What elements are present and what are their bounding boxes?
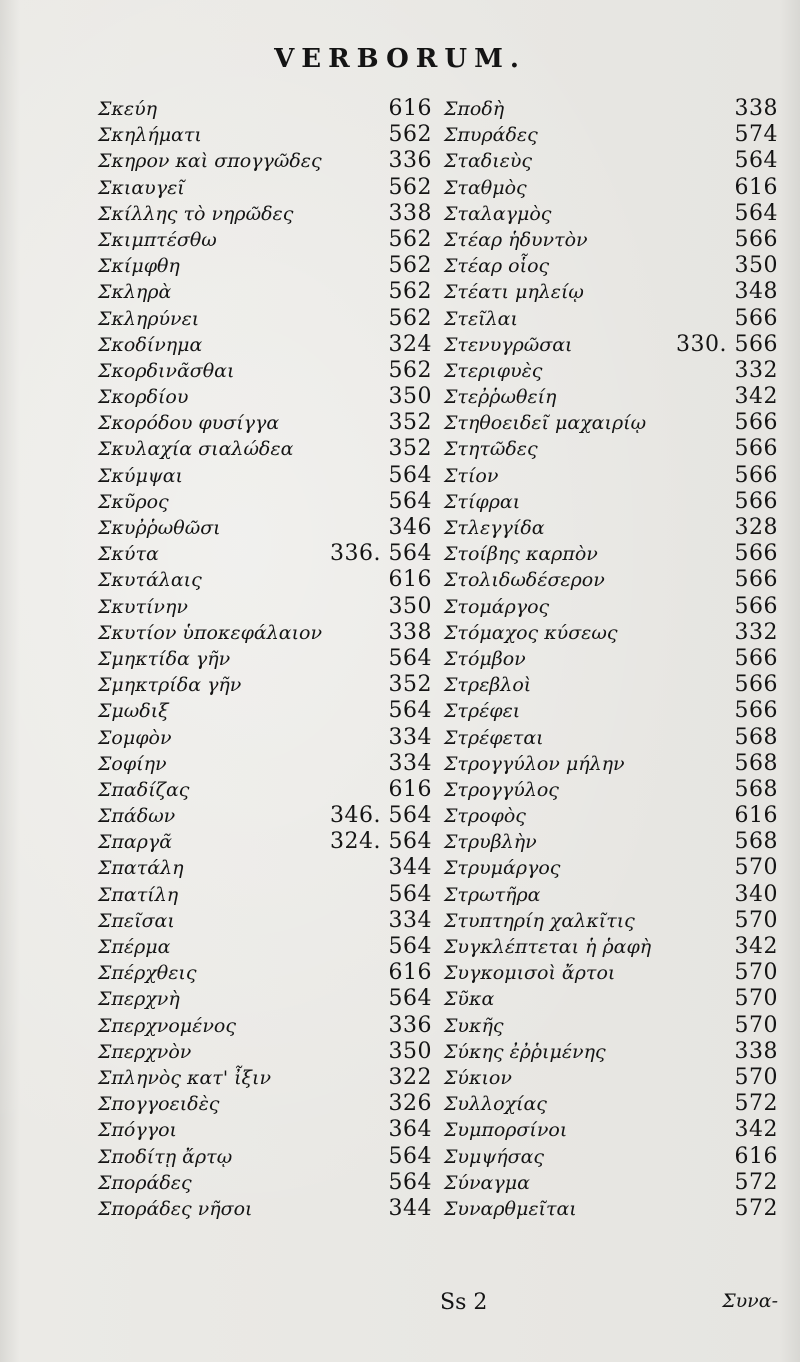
index-entry — [444, 1039, 778, 1065]
entry-term: Σκυτίον ὑποκεφάλαιον — [98, 621, 323, 644]
index-entry — [98, 855, 432, 881]
entry-term: Σκύμψαι — [98, 464, 183, 487]
entry-term: Σποδὴ — [444, 98, 505, 120]
index-entry — [98, 279, 432, 305]
entry-page-number: 324. 564 — [330, 829, 432, 855]
entry-page-number: 616 — [388, 567, 432, 593]
entry-term: Σπόγγοι — [98, 1119, 177, 1142]
index-entry — [444, 646, 778, 672]
entry-page-number: 334 — [388, 907, 432, 933]
entry-page-number: 562 — [388, 226, 432, 252]
entry-page-number: 616 — [388, 960, 432, 986]
index-entry — [444, 803, 778, 829]
entry-term: Σπαργᾶ — [98, 831, 173, 854]
entry-term: Σκηλήματι — [98, 124, 202, 147]
index-entry — [444, 934, 778, 960]
entry-term: Σποδίτῃ ἄρτῳ — [98, 1145, 233, 1168]
entry-term: Στρέφεται — [444, 726, 544, 749]
index-entry — [444, 751, 778, 777]
entry-term: Σμηκτίδα γῆν — [98, 647, 231, 670]
index-entry — [98, 1196, 432, 1222]
entry-page-number: 570 — [734, 1012, 778, 1038]
entry-term: Συγκλέπτεται ἡ ῥαφὴ — [444, 936, 652, 958]
entry-page-number: 350 — [388, 384, 432, 410]
index-entry — [444, 960, 778, 986]
entry-page-number: 326 — [388, 1091, 432, 1117]
entry-term: Σκεύη — [98, 98, 158, 120]
index-entry — [444, 1144, 778, 1170]
index-entry — [444, 777, 778, 803]
entry-page-number: 324 — [388, 331, 432, 357]
entry-term: Σποράδες — [98, 1171, 192, 1194]
entry-page-number: 616 — [388, 96, 432, 121]
index-entry — [98, 463, 432, 489]
index-entry — [98, 436, 432, 462]
index-entry — [444, 1117, 778, 1143]
entry-page-number: 334 — [388, 724, 432, 750]
entry-term: Σπερχνὴ — [98, 988, 180, 1011]
index-entry — [98, 725, 432, 751]
entry-term: Σπέρχθεις — [98, 962, 197, 985]
index-entry — [98, 777, 432, 803]
entry-page-number: 562 — [388, 305, 432, 331]
entry-term: Στόμαχος κύσεως — [444, 621, 618, 644]
entry-term: Συλλοχίας — [444, 1093, 547, 1116]
entry-term: Στολιδωδέσερον — [444, 569, 605, 592]
index-entry — [444, 908, 778, 934]
entry-term: Σπατάλη — [98, 857, 184, 880]
index-column-left — [98, 96, 432, 1222]
entry-term: Στέαρ ἡδυντὸν — [444, 228, 588, 251]
entry-page-number: 338 — [388, 200, 432, 226]
index-entry — [98, 358, 432, 384]
index-entry — [98, 175, 432, 201]
index-entry — [98, 515, 432, 541]
entry-term: Σπέρμα — [98, 936, 171, 958]
entry-page-number: 336. 564 — [330, 541, 432, 567]
entry-term: Σομφὸν — [98, 726, 172, 749]
catchword: Συνα- — [722, 1290, 778, 1312]
entry-page-number: 574 — [734, 122, 778, 148]
entry-term: Σκηρον καὶ σπογγῶδες — [98, 150, 322, 173]
entry-term: Σπερχνομένος — [98, 1014, 236, 1037]
entry-page-number: 364 — [388, 1117, 432, 1143]
index-entry — [444, 541, 778, 567]
entry-term: Στοίβης καρπὸν — [444, 543, 598, 566]
entry-term: Σκυτίνην — [98, 595, 188, 618]
entry-term: Σύκιον — [444, 1066, 512, 1089]
index-entry — [444, 1170, 778, 1196]
entry-term: Σκορόδου φυσίγγα — [98, 412, 280, 435]
entry-term: Σταδιεὺς — [444, 150, 533, 173]
entry-page-number: 344 — [388, 855, 432, 881]
entry-page-number: 570 — [734, 907, 778, 933]
index-entry — [98, 986, 432, 1012]
index-entry — [98, 594, 432, 620]
entry-term: Στρογγύλον μήλην — [444, 752, 625, 775]
entry-page-number: 330. 566 — [676, 331, 778, 357]
index-entry — [98, 1144, 432, 1170]
entry-page-number: 352 — [388, 410, 432, 436]
entry-page-number: 332 — [734, 619, 778, 645]
entry-term: Συγκομισοὶ ἄρτοι — [444, 962, 616, 985]
index-entry — [444, 279, 778, 305]
entry-term: Σύναγμα — [444, 1171, 530, 1194]
index-entry — [98, 148, 432, 174]
index-entry — [98, 882, 432, 908]
entry-term: Σκῦρος — [98, 490, 169, 513]
entry-page-number: 616 — [734, 174, 778, 200]
entry-page-number: 322 — [388, 1064, 432, 1090]
index-entry — [98, 253, 432, 279]
index-entry — [444, 253, 778, 279]
entry-term: Σπυράδες — [444, 124, 538, 147]
entry-term: Σταλαγμὸς — [444, 202, 552, 225]
entry-term: Σύκης ἐῤῥιμένης — [444, 1040, 606, 1063]
entry-term: Στέατι μηλείῳ — [444, 281, 584, 304]
entry-page-number: 566 — [734, 541, 778, 567]
index-entry — [98, 1170, 432, 1196]
entry-term: Σπληνὸς κατ' ἶξιν — [98, 1066, 271, 1089]
entry-term: Σπατίλη — [98, 883, 179, 906]
entry-page-number: 336 — [388, 148, 432, 174]
entry-page-number: 346. 564 — [330, 803, 432, 829]
entry-page-number: 564 — [388, 934, 432, 959]
entry-page-number: 616 — [388, 776, 432, 802]
entry-term: Σῦκα — [444, 988, 495, 1011]
index-entry — [98, 306, 432, 332]
entry-term: Σκορδίου — [98, 386, 189, 409]
entry-term: Σπερχνὸν — [98, 1040, 192, 1063]
entry-term: Σκιμπτέσθω — [98, 228, 217, 251]
entry-page-number: 562 — [388, 253, 432, 279]
index-entry — [98, 410, 432, 436]
index-entry — [98, 803, 432, 829]
entry-term: Στενυγρῶσαι — [444, 333, 573, 356]
entry-page-number: 566 — [734, 645, 778, 671]
entry-page-number: 570 — [734, 960, 778, 986]
entry-term: Σπάδων — [98, 805, 176, 828]
entry-term: Στομάργος — [444, 595, 550, 618]
entry-term: Σκύτα — [98, 543, 159, 566]
signature-mark: Ss 2 — [440, 1290, 488, 1315]
entry-term: Σκορδινᾶσθαι — [98, 359, 235, 382]
entry-term: Σπογγοειδὲς — [98, 1093, 220, 1116]
entry-term: Σκιαυγεῖ — [98, 176, 185, 199]
index-entry — [444, 620, 778, 646]
entry-term: Στεῤῥωθείη — [444, 386, 557, 409]
index-entry — [444, 882, 778, 908]
entry-term: Σκυτάλαις — [98, 569, 202, 592]
index-entry — [444, 306, 778, 332]
entry-page-number: 564 — [388, 986, 432, 1012]
entry-page-number: 616 — [734, 1143, 778, 1169]
entry-page-number: 568 — [734, 750, 778, 776]
entry-page-number: 338 — [388, 619, 432, 645]
index-entry — [444, 175, 778, 201]
entry-term: Στίφραι — [444, 490, 521, 513]
index-entry — [98, 829, 432, 855]
index-entry — [98, 672, 432, 698]
entry-term: Στυπτηρίη χαλκῖτις — [444, 909, 635, 932]
index-entry — [444, 332, 778, 358]
index-entry — [98, 96, 432, 122]
entry-term: Συναρθμεῖται — [444, 1197, 577, 1220]
index-entry — [444, 96, 778, 122]
entry-page-number: 564 — [388, 645, 432, 671]
index-entry — [444, 855, 778, 881]
index-entry — [444, 122, 778, 148]
index-entry — [98, 332, 432, 358]
index-entry — [98, 646, 432, 672]
entry-term: Σπεῖσαι — [98, 909, 175, 932]
index-entry — [444, 594, 778, 620]
index-entry — [444, 515, 778, 541]
entry-term: Συμψήσας — [444, 1145, 545, 1168]
index-entry — [444, 725, 778, 751]
index-entry — [444, 1196, 778, 1222]
index-entry — [98, 934, 432, 960]
entry-page-number: 564 — [388, 462, 432, 488]
entry-page-number: 568 — [734, 829, 778, 855]
entry-page-number: 350 — [388, 593, 432, 619]
entry-page-number: 562 — [388, 174, 432, 200]
entry-page-number: 564 — [388, 1169, 432, 1195]
entry-term: Σπαδίζας — [98, 778, 190, 801]
entry-term: Σκυλαχία σιαλώδεα — [98, 438, 294, 461]
entry-term: Σμωδιξ — [98, 700, 169, 723]
entry-term: Σμηκτρίδα γῆν — [98, 674, 242, 697]
entry-page-number: 346 — [388, 515, 432, 540]
index-entry — [444, 463, 778, 489]
index-entry — [98, 1091, 432, 1117]
entry-page-number: 338 — [734, 1038, 778, 1064]
entry-term: Στεῖλαι — [444, 307, 518, 330]
index-entry — [98, 698, 432, 724]
entry-page-number: 350 — [388, 1038, 432, 1064]
entry-term: Στόμβον — [444, 647, 526, 670]
entry-term: Συκῆς — [444, 1014, 504, 1037]
entry-page-number: 570 — [734, 1064, 778, 1090]
entry-page-number: 566 — [734, 410, 778, 436]
entry-page-number: 334 — [388, 750, 432, 776]
entry-term: Σκίλλης τὸ νηρῶδες — [98, 202, 294, 225]
entry-page-number: 566 — [734, 698, 778, 724]
index-entry — [98, 1013, 432, 1039]
entry-page-number: 562 — [388, 357, 432, 383]
entry-page-number: 352 — [388, 672, 432, 698]
entry-term: Στίον — [444, 464, 499, 487]
entry-page-number: 566 — [734, 567, 778, 593]
entry-page-number: 566 — [734, 672, 778, 698]
entry-page-number: 348 — [734, 279, 778, 305]
entry-page-number: 564 — [734, 148, 778, 174]
entry-page-number: 336 — [388, 1012, 432, 1038]
entry-term: Σκοδίνημα — [98, 333, 203, 356]
entry-page-number: 564 — [388, 881, 432, 907]
entry-page-number: 564 — [388, 698, 432, 724]
entry-term: Στρέφει — [444, 700, 521, 723]
index-entry — [98, 1117, 432, 1143]
entry-term: Στροφὸς — [444, 805, 526, 828]
index-entry — [98, 122, 432, 148]
index-entry — [98, 489, 432, 515]
index-entry — [98, 201, 432, 227]
entry-term: Σκυῤῥωθῶσι — [98, 517, 221, 539]
entry-page-number: 564 — [388, 1143, 432, 1169]
entry-term: Σποράδες νῆσοι — [98, 1197, 253, 1220]
entry-page-number: 564 — [388, 488, 432, 514]
entry-term: Στρεβλοὶ — [444, 674, 532, 697]
entry-page-number: 572 — [734, 1195, 778, 1221]
entry-page-number: 340 — [734, 881, 778, 907]
index-entry — [444, 358, 778, 384]
entry-term: Στλεγγίδα — [444, 517, 545, 539]
page-header: VERBORUM. — [274, 44, 526, 74]
index-entry — [444, 410, 778, 436]
page-footer — [0, 1290, 800, 1320]
entry-page-number: 572 — [734, 1169, 778, 1195]
entry-term: Σταθμὸς — [444, 176, 527, 199]
entry-page-number: 566 — [734, 436, 778, 462]
entry-page-number: 566 — [734, 488, 778, 514]
entry-page-number: 342 — [734, 1117, 778, 1143]
index-entry — [444, 567, 778, 593]
entry-term: Στηθοειδεῖ μαχαιρίῳ — [444, 412, 647, 435]
index-entry — [98, 541, 432, 567]
index-entry — [98, 384, 432, 410]
index-entry — [98, 751, 432, 777]
index-entry — [98, 908, 432, 934]
index-entry — [444, 384, 778, 410]
entry-page-number: 342 — [734, 934, 778, 959]
entry-term: Στρυβλὴν — [444, 831, 537, 854]
entry-page-number: 562 — [388, 279, 432, 305]
entry-page-number: 616 — [734, 803, 778, 829]
entry-page-number: 568 — [734, 776, 778, 802]
entry-term: Στεριφυὲς — [444, 359, 543, 382]
entry-term: Στέαρ οἷος — [444, 255, 550, 278]
entry-term: Στρυμάργος — [444, 857, 561, 880]
entry-term: Στρωτῆρα — [444, 883, 541, 906]
entry-page-number: 566 — [734, 462, 778, 488]
entry-term: Σκίμφθη — [98, 255, 180, 278]
entry-page-number: 352 — [388, 436, 432, 462]
entry-page-number: 570 — [734, 855, 778, 881]
index-column-right — [444, 96, 778, 1222]
index-entry — [444, 1013, 778, 1039]
index-entry — [98, 960, 432, 986]
entry-page-number: 564 — [734, 200, 778, 226]
index-entry — [444, 148, 778, 174]
entry-term: Σκληρύνει — [98, 307, 200, 330]
entry-term: Στρογγύλος — [444, 778, 559, 801]
entry-page-number: 570 — [734, 986, 778, 1012]
entry-page-number: 342 — [734, 384, 778, 410]
index-entry — [98, 227, 432, 253]
index-entry — [444, 1065, 778, 1091]
entry-page-number: 568 — [734, 724, 778, 750]
entry-page-number: 566 — [734, 226, 778, 252]
index-entry — [444, 1091, 778, 1117]
entry-term: Συμπορσίνοι — [444, 1119, 568, 1142]
index-entry — [444, 829, 778, 855]
index-entry — [444, 672, 778, 698]
index-entry — [98, 567, 432, 593]
index-entry — [444, 986, 778, 1012]
entry-page-number: 562 — [388, 122, 432, 148]
index-entry — [444, 201, 778, 227]
index-entry — [444, 227, 778, 253]
index-entry — [98, 1039, 432, 1065]
entry-term: Σκληρὰ — [98, 281, 172, 304]
index-entry — [444, 436, 778, 462]
entry-page-number: 572 — [734, 1091, 778, 1117]
entry-term: Σοφίην — [98, 752, 167, 775]
entry-page-number: 344 — [388, 1195, 432, 1221]
entry-page-number: 338 — [734, 96, 778, 121]
entry-term: Στητῶδες — [444, 438, 538, 461]
entry-page-number: 566 — [734, 305, 778, 331]
entry-page-number: 332 — [734, 357, 778, 383]
index-entry — [444, 698, 778, 724]
entry-page-number: 350 — [734, 253, 778, 279]
entry-page-number: 566 — [734, 593, 778, 619]
index-entry — [98, 1065, 432, 1091]
index-entry — [444, 489, 778, 515]
entry-page-number: 328 — [734, 515, 778, 540]
index-entry — [98, 620, 432, 646]
